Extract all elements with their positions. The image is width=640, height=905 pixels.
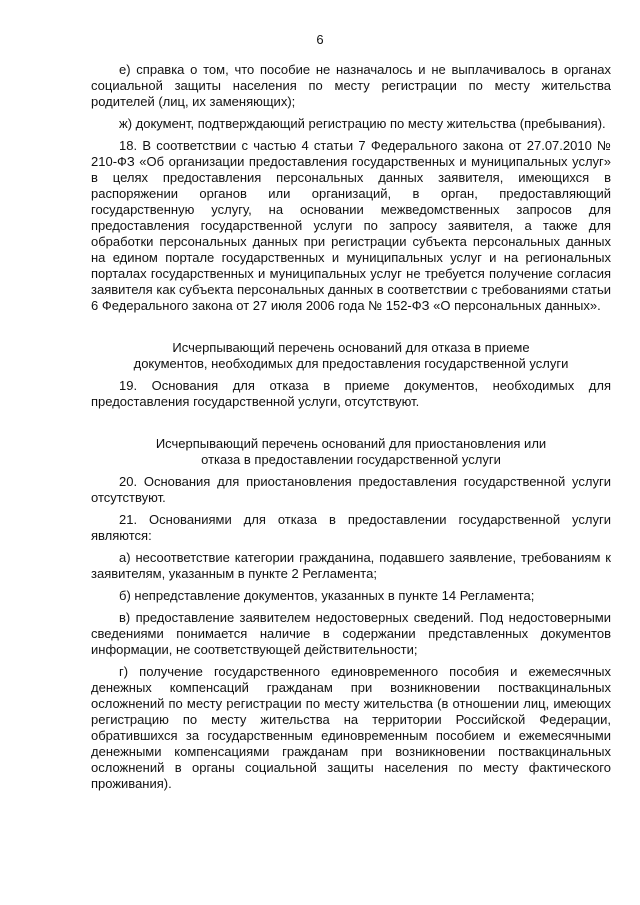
paragraph-zh: ж) документ, подтверждающий регистрацию по месту жительства (пребывания). [119,116,606,131]
heading-line: отказа в предоставлении государственной услуги [201,452,501,467]
heading-line: Исчерпывающий перечень оснований для приостановления или [155,436,547,451]
paragraph-20: 20. Основания для приостановления предоставления государственной услуги отсутствуют. [91,474,611,505]
document-body [91,62,611,792]
paragraph-v: в) предоставление заявителем недостоверных сведений. Под недостоверными сведениями понимается наличие в содержании представленных документов информации, не соответствующей действительности; [91,610,611,657]
page-number: 6 [316,32,324,47]
section-heading-refusal-acceptance [91,340,611,372]
paragraph-21: 21. Основаниями для отказа в предоставлении государственной услуги являются: [91,512,611,543]
paragraph-a: а) несоответствие категории гражданина, подавшего заявление, требованиям к заявителям, указанным в пункте 2 Регламента; [91,550,611,581]
paragraph-19: 19. Основания для отказа в приеме документов, необходимых для предоставления государственной услуги, отсутствуют. [91,378,611,409]
heading-line: документов, необходимых для предоставления государственной услуги [133,356,569,371]
paragraph-e: е) справка о том, что пособие не назначалось и не выплачивалось в органах социальной защиты населения по месту регистрации по месту жительства родителей (лиц, их заменяющих); [91,62,611,109]
heading-line: Исчерпывающий перечень оснований для отказа в приеме [172,340,530,355]
section-heading-suspension-refusal [91,436,611,468]
paragraph-18: 18. В соответствии с частью 4 статьи 7 Федерального закона от 27.07.2010 № 210-ФЗ «Об организации предоставления государственных и муниципальных услуг» в целях предоставления персональных данных заявителя, имеющихся в распоряжении органов или организаций, в орган, предоставляющий государственную услугу, на основании межведомственных запросов для предоставления государственной услуги по запросу заявителя, а также для обработки персональных данных при регистрации субъекта персональных данных на едином портале государственных и муниципальных услуг и на региональных порталах государственных и муниципальных услуг не требуется получение согласия заявителя как субъекта персональных данных в соответствии с требованиями статьи 6 Федерального закона от 27 июля 2006 года № 152-ФЗ «О персональных данных». [91,138,611,313]
paragraph-b: б) непредставление документов, указанных в пункте 14 Регламента; [119,588,535,603]
paragraph-g: г) получение государственного единовременного пособия и ежемесячных денежных компенсаций гражданам при возникновении поствакцинальных осложнений по месту регистрации по месту жительства (в отношении лиц, имеющих регистрацию по месту жительства на территории Российской Федерации, обратившихся за государственным единовременным пособием и ежемесячными денежными компенсациями гражданам при возникновении поствакцинальных осложнений в органы социальной защиты населения по месту фактического проживания). [91,664,611,791]
